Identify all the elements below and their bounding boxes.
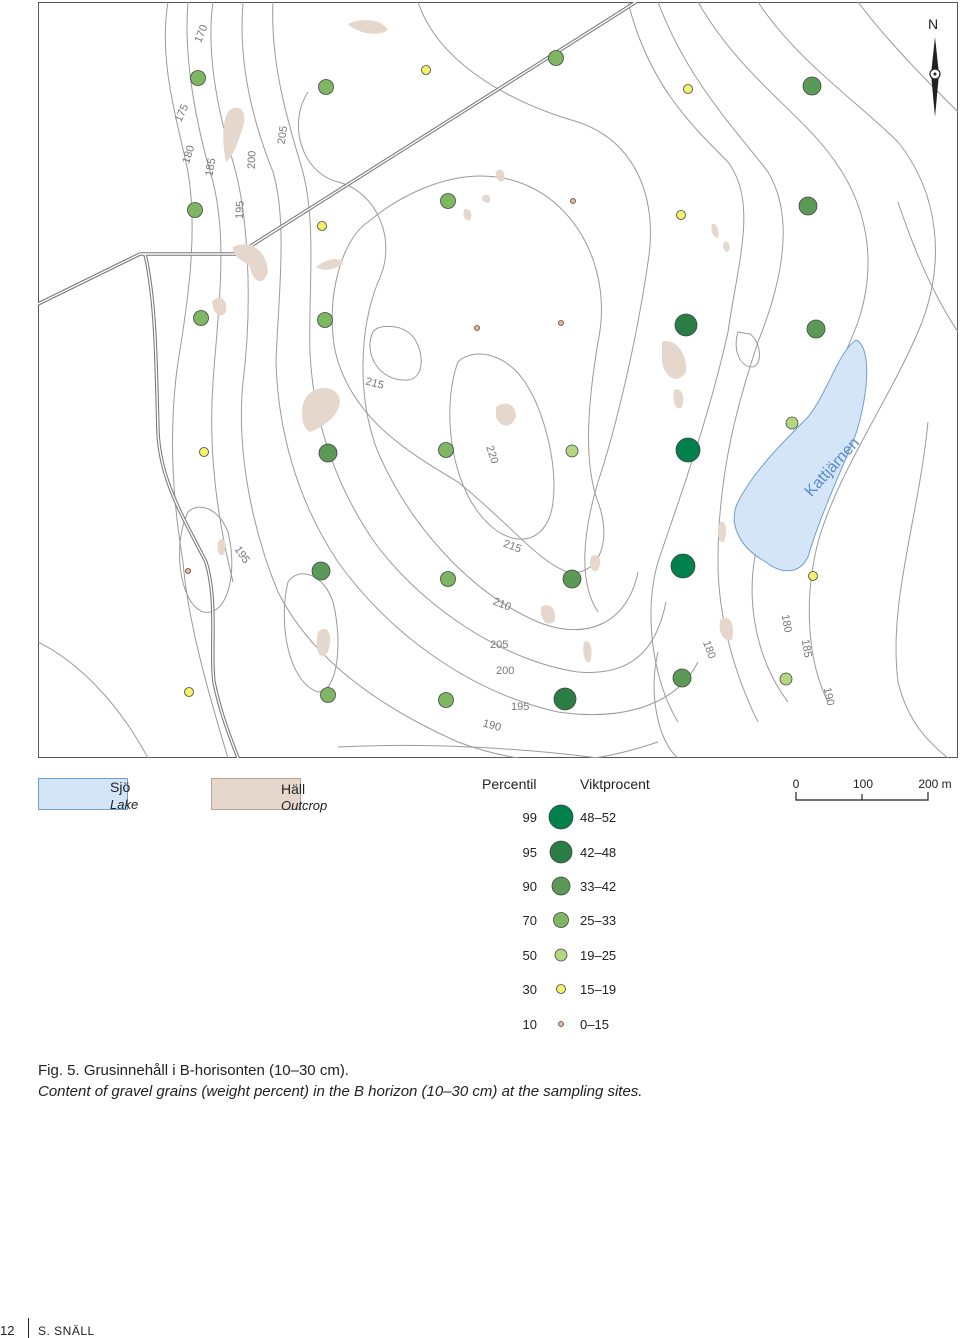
legend-percentile: 70 — [522, 913, 537, 928]
contour-label: 195 — [231, 543, 252, 566]
sample-site-marker — [441, 194, 456, 209]
sample-site-marker — [319, 444, 337, 462]
legend-symbol — [555, 949, 567, 961]
sample-site-marker — [780, 673, 792, 685]
sample-site-marker — [188, 203, 203, 218]
sample-site-marker — [186, 569, 191, 574]
legend-percentile: 99 — [522, 810, 537, 825]
legend-percentile: 90 — [522, 879, 537, 894]
contour-label: 215 — [501, 537, 523, 556]
sample-site-marker — [185, 688, 194, 697]
sample-site-marker — [439, 443, 454, 458]
scale-bar — [790, 776, 960, 810]
sample-site-marker — [684, 85, 693, 94]
contour-label: 210 — [491, 595, 513, 614]
contour-label: 170 — [192, 23, 211, 45]
legend-range: 33–42 — [580, 879, 617, 894]
contour-label: 180 — [778, 613, 794, 634]
sample-site-marker — [441, 572, 456, 587]
percentile-header: Percentil — [482, 776, 537, 792]
legend-percentile: 95 — [522, 845, 537, 860]
outcrop-legend-sublabel: Outcrop — [281, 798, 328, 813]
legend-symbols — [540, 800, 580, 1040]
sample-site-marker — [312, 562, 330, 580]
scale-label-100: 100 — [852, 777, 874, 791]
contour-label: 195 — [511, 701, 530, 713]
page-number: 12 — [0, 1323, 15, 1338]
legend-symbol — [559, 1022, 564, 1027]
scale-bar-line — [796, 792, 928, 800]
legend-range: 19–25 — [580, 948, 617, 963]
sample-site-marker — [554, 688, 576, 710]
legend-range: 25–33 — [580, 913, 617, 928]
sample-site-marker — [675, 314, 697, 336]
scale-label-0: 0 — [792, 777, 800, 791]
sample-site-marker — [318, 222, 327, 231]
sample-site-marker — [671, 554, 695, 578]
contour-label: 175 — [172, 102, 192, 125]
sample-site-marker — [439, 693, 454, 708]
legend-symbol — [554, 913, 569, 928]
legend-symbol — [557, 985, 566, 994]
sample-site-marker — [422, 66, 431, 75]
author: S. SNÄLL — [38, 1324, 95, 1338]
outcrop — [217, 539, 225, 555]
sample-site-marker — [807, 320, 825, 338]
legend-range: 48–52 — [580, 810, 617, 825]
contour-label: 190 — [820, 686, 837, 707]
contour-label: 200 — [496, 665, 515, 677]
contour-label: 180 — [180, 144, 198, 166]
topographic-map — [38, 2, 958, 758]
sample-site-marker — [318, 313, 333, 328]
sample-site-marker — [803, 77, 821, 95]
map-frame — [38, 2, 958, 758]
sample-site-marker — [786, 417, 798, 429]
contour-label: 185 — [203, 157, 219, 178]
sample-site-marker — [566, 445, 578, 457]
sample-site-marker — [673, 669, 691, 687]
legend-range: 15–19 — [580, 982, 617, 997]
caption-swedish: Fig. 5. Grusinnehåll i B-horisonten (10–30 cm). — [38, 1062, 349, 1079]
contour-label: 185 — [798, 638, 814, 659]
sample-site-marker — [191, 71, 206, 86]
contour-label: 195 — [233, 200, 247, 220]
contour-label: 180 — [700, 639, 718, 661]
lake-legend-label: Sjö — [110, 779, 131, 795]
lake-label: Kattjärnen — [801, 434, 864, 501]
sample-site-marker — [319, 80, 334, 95]
north-label: N — [928, 16, 939, 32]
contour-label: 190 — [481, 717, 503, 734]
sample-site-marker — [549, 51, 564, 66]
sample-site-marker — [321, 688, 336, 703]
contour-label: 200 — [245, 150, 259, 170]
legend-percentile: 50 — [522, 948, 537, 963]
legend-percentile: 10 — [522, 1017, 537, 1032]
sample-site-marker — [475, 326, 480, 331]
legend-symbol — [552, 877, 570, 895]
legend-range: 42–48 — [580, 845, 617, 860]
sample-site-marker — [563, 570, 581, 588]
sample-site-marker — [676, 438, 700, 462]
caption-english: Content of gravel grains (weight percent) in the B horizon (10–30 cm) at the sampling sites. — [38, 1083, 643, 1100]
sample-site-marker — [559, 321, 564, 326]
legend-range: 0–15 — [580, 1017, 609, 1032]
legend-symbol — [549, 805, 573, 829]
legend-percentile: 30 — [522, 982, 537, 997]
sample-site-marker — [571, 199, 576, 204]
sample-site-marker — [200, 448, 209, 457]
weight-header: Viktprocent — [580, 776, 650, 792]
contour-label: 220 — [483, 444, 501, 466]
sample-site-marker — [194, 311, 209, 326]
sample-site-marker — [677, 211, 686, 220]
scale-label-200: 200 m — [918, 777, 952, 791]
outcrop-legend-label: Häll — [281, 781, 306, 797]
contour-label: 215 — [364, 375, 386, 392]
sample-site-marker — [799, 197, 817, 215]
legend-symbol — [550, 841, 572, 863]
contour-label: 205 — [490, 639, 509, 651]
page-rule — [28, 1318, 29, 1338]
sample-site-marker — [809, 572, 818, 581]
contour-label: 205 — [275, 125, 291, 146]
lake-legend-sublabel: Lake — [110, 797, 139, 812]
